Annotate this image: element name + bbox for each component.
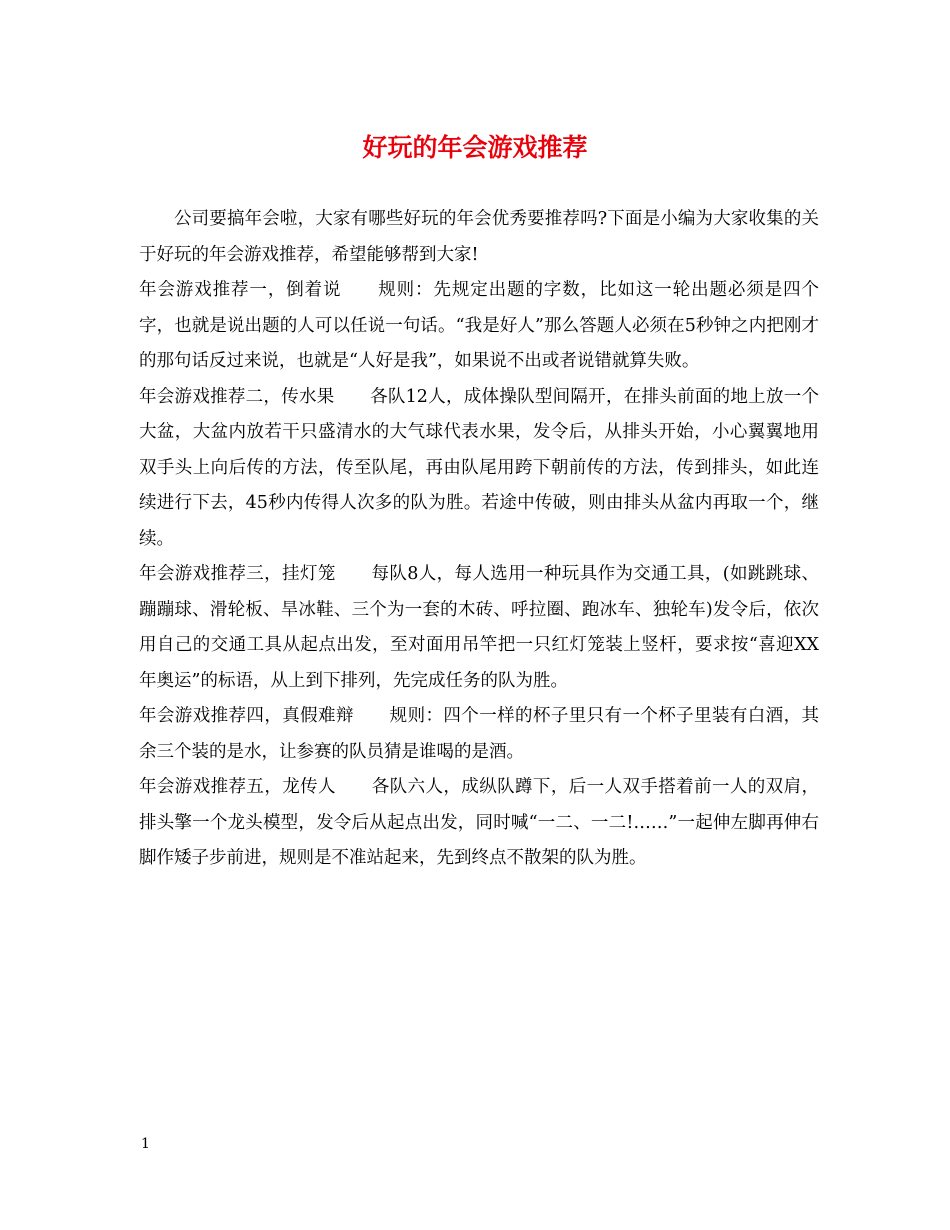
section-paragraph-4: 年会游戏推荐四，真假难辩 规则：四个一样的杯子里只有一个杯子里装有白酒，其余三个装的是水，让参赛的队员猜是谁喝的是酒。	[139, 706, 819, 762]
document-title: 好玩的年会游戏推荐	[362, 133, 588, 162]
section-paragraph-1: 年会游戏推荐一，倒着说 规则：先规定出题的字数，比如这一轮出题必须是四个字，也就是说出题的人可以任说一句话。“我是好人”那么答题人必须在5秒钟之内把刚才的那句话反过来说，也就是“人好是我”，如果说不出或者说错就算失败。	[139, 280, 819, 371]
intro-paragraph: 公司要搞年会啦，大家有哪些好玩的年会优秀要推荐吗?下面是小编为大家收集的关于好玩的年会游戏推荐，希望能够帮到大家!	[139, 209, 819, 265]
document-body	[139, 202, 819, 877]
section-paragraph-5: 年会游戏推荐五，龙传人 各队六人，成纵队蹲下，后一人双手搭着前一人的双肩，排头擎一个龙头模型，发令后从起点出发，同时喊“一二、一二!……”一起伸左脚再伸右脚作矮子步前进，规则是不准站起来，先到终点不散架的队为胜。	[139, 777, 819, 868]
page-number: 1	[141, 1136, 150, 1152]
section-paragraph-2: 年会游戏推荐二，传水果 各队12人，成体操队型间隔开，在排头前面的地上放一个大盆，大盆内放若干只盛清水的大气球代表水果，发令后，从排头开始，小心翼翼地用双手头上向后传的方法，传至队尾，再由队尾用跨下朝前传的方法，传到排头，如此连续进行下去，45秒内传得人次多的队为胜。若途中传破，则由排头从盆内再取一个，继续。	[139, 386, 819, 549]
section-paragraph-3: 年会游戏推荐三，挂灯笼 每队8人，每人选用一种玩具作为交通工具，(如跳跳球、蹦蹦球、滑轮板、旱冰鞋、三个为一套的木砖、呼拉圈、跑冰车、独轮车)发令后，依次用自己的交通工具从起点出发，至对面用吊竿把一只红灯笼装上竖杆，要求按“喜迎XX年奥运”的标语，从上到下排列，先完成任务的队为胜。	[139, 564, 819, 691]
